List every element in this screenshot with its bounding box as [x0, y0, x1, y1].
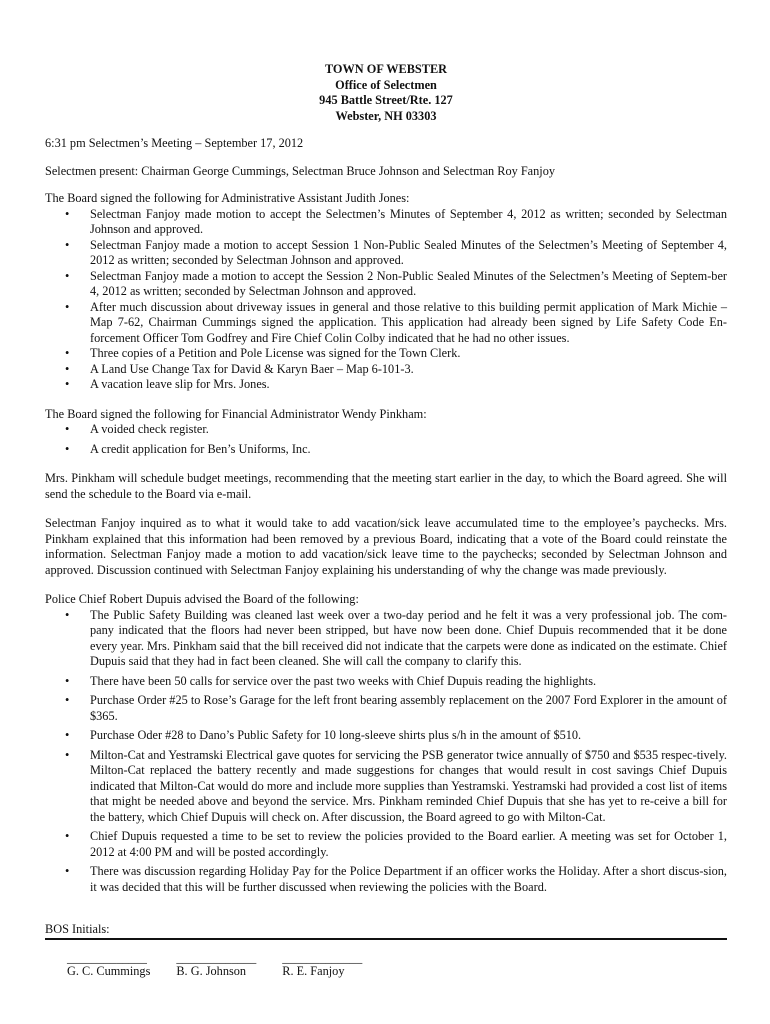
list-item: • A voided check register. — [45, 422, 727, 438]
letterhead — [45, 62, 727, 124]
list-item: • A vacation leave slip for Mrs. Jones. — [45, 377, 727, 393]
police-intro: Police Chief Robert Dupuis advised the Board of the following: — [45, 592, 359, 606]
list-item: • Three copies of a Petition and Pole License was signed for the Town Clerk. — [45, 346, 727, 362]
signature-block — [67, 952, 388, 979]
finance-intro: The Board signed the following for Financial Administrator Wendy Pinkham: — [45, 406, 427, 421]
signature-blank: _____________ — [282, 951, 363, 965]
list-item: • Milton-Cat and Yestramski Electrical gave quotes for servicing the PSB generator twice annually of $750 and $535 respec-tively. Milton-Cat replaced the battery recently and made suggestions for changes that would result in cost savings Chief Dupuis indicated that Milton-Cat would do more and include more supplies than Yestramski. Yestramski had provided a cost list of items that might be needed above and beyond the service. Mrs. Pinkham reminded Chief Dupuis that she has yet to re-ceive a bill for the battery, which Chief Dupuis will check on. After discussion, the Board agreed to go with Milton-Cat. — [45, 748, 727, 826]
signer-name: R. E. Fanjoy — [282, 964, 345, 978]
finance-list — [45, 422, 727, 457]
list-item: • A credit application for Ben’s Uniforms, Inc. — [45, 442, 727, 458]
signer-name: G. C. Cummings — [67, 964, 151, 978]
police-list — [45, 608, 727, 896]
list-item: • Selectman Fanjoy made a motion to accept the Session 2 Non-Public Sealed Minutes of the Selectmen’s Meeting of Septem-ber 4, 2012 as written; seconded by Selectman Johnson and approved. — [45, 269, 727, 300]
list-item: • Purchase Order #25 to Rose’s Garage for the left front bearing assembly replacement on the 2007 Ford Explorer in the amount of $365. — [45, 693, 727, 724]
signer-name: B. G. Johnson — [176, 964, 247, 978]
bos-initials-label: BOS Initials: — [45, 922, 110, 936]
town-name: TOWN OF WEBSTER — [324, 62, 448, 76]
admin-list — [45, 207, 727, 393]
footer-divider — [45, 938, 727, 940]
meeting-title: 6:31 pm Selectmen’s Meeting – September 17, 2012 — [45, 136, 304, 150]
list-item: • Selectman Fanjoy made motion to accept the Selectmen’s Minutes of September 4, 2012 as written; seconded by Selectman Johnson and approved. — [45, 207, 727, 238]
list-item: • Selectman Fanjoy made a motion to accept Session 1 Non-Public Sealed Minutes of the Selectmen’s Meeting of September 4, 2012 as written; seconded by Selectman Johnson and approved. — [45, 238, 727, 269]
leave-paragraph: Selectman Fanjoy inquired as to what it would take to add vacation/sick leave accumulated time to the employee’s paychecks. Mrs. Pinkham explained that this information had been removed by a previous Board, indicating that a vote of the Board could reinstate the information. Selectman Fanjoy made a motion to add vacation/sick leave time to the paychecks; seconded by Selectman Johnson and approved. Discussion continued with Selectman Fanjoy explaining his understanding of why the change was made previously. — [45, 516, 727, 577]
signature-blank: _____________ — [176, 951, 257, 965]
admin-intro: The Board signed the following for Administrative Assistant Judith Jones: — [45, 191, 410, 205]
list-item: • There have been 50 calls for service over the past two weeks with Chief Dupuis reading the highlights. — [45, 674, 727, 690]
list-item: • There was discussion regarding Holiday Pay for the Police Department if an officer works the Holiday. After a short discus-sion, it was decided that this will be further discussed when reviewing the policies with the Board. — [45, 864, 727, 895]
list-item: • Chief Dupuis requested a time to be set to review the policies provided to the Board earlier. A meeting was set for October 1, 2012 at 4:00 PM and will be posted accordingly. — [45, 829, 727, 860]
signature-cummings — [67, 952, 150, 979]
attendance: Selectmen present: Chairman George Cummings, Selectman Bruce Johnson and Selectman Roy Fanjoy — [45, 163, 555, 178]
signature-blank: _____________ — [67, 951, 147, 965]
office-name: Office of Selectmen — [335, 77, 437, 92]
signature-fanjoy — [282, 952, 362, 979]
signature-johnson — [176, 952, 256, 979]
document-page — [45, 62, 727, 895]
budget-paragraph: Mrs. Pinkham will schedule budget meetings, recommending that the meeting start earlier in the day, to which the Board agreed. She will send the schedule to the Board via e-mail. — [45, 471, 727, 501]
list-item: • Purchase Oder #28 to Dano’s Public Safety for 10 long-sleeve shirts plus s/h in the amount of $510. — [45, 728, 727, 744]
list-item: • A Land Use Change Tax for David & Karyn Baer – Map 6-101-3. — [45, 362, 727, 378]
street-address: 945 Battle Street/Rte. 127 — [319, 93, 453, 107]
list-item: • After much discussion about driveway issues in general and those relative to this building permit application of Mark Michie – Map 7-62, Chairman Cummings signed the application. This application had already been signed by Life Safety Code En-forcement Officer Tom Godfrey and Fire Chief Colin Colby indicated that he had no other issues. — [45, 300, 727, 347]
list-item: • The Public Safety Building was cleaned last week over a two-day period and he felt it was a very professional job. The com-pany indicated that the floors had never been stripped, but have now been done. Chief Dupuis recommended that it be done every year. Mrs. Pinkham said that the bill received did not indicate that the carpets were done as indicated on the estimate. Chief Dupuis said that they had in fact been cleaned. She will call the company to clarify this. — [45, 608, 727, 670]
city-state-zip: Webster, NH 03303 — [335, 108, 437, 123]
